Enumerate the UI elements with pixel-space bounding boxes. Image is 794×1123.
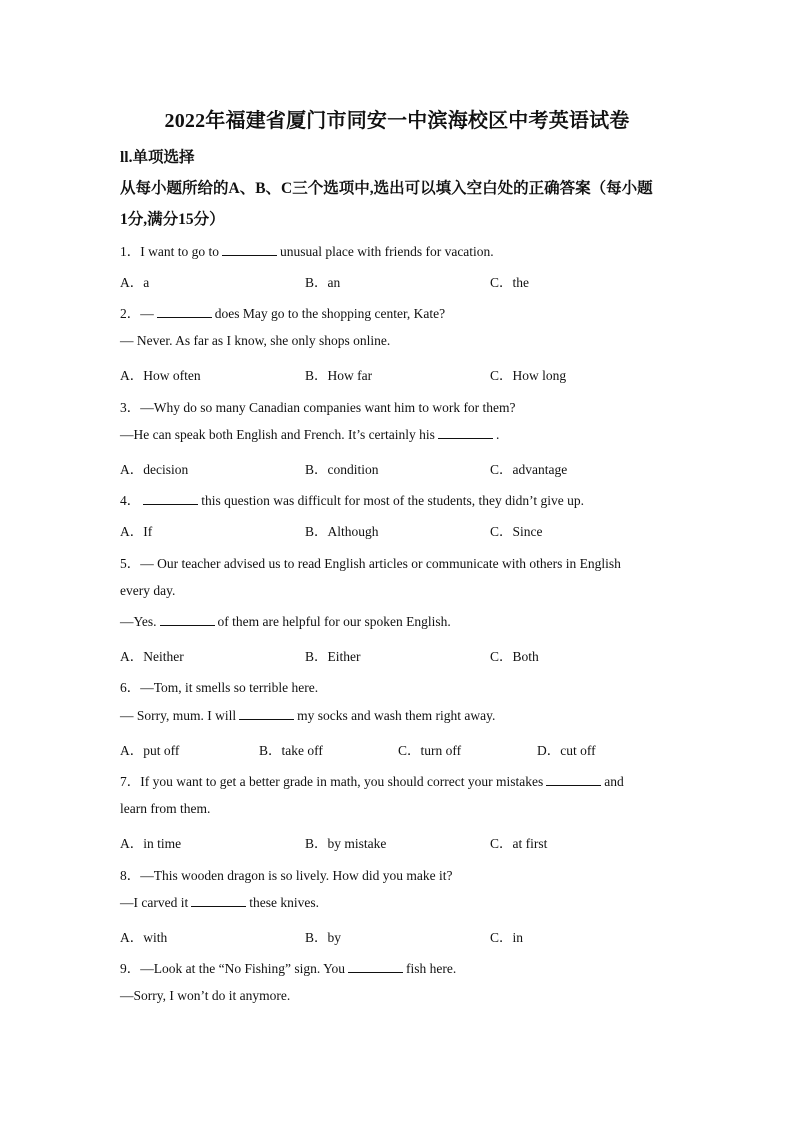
question-8-option-b: B．by: [305, 930, 342, 945]
question-4-line-1: [120, 489, 584, 509]
question-6-line-1: 6．—Tom, it smells so terrible here.: [120, 680, 319, 695]
section-instruction-line1: 从每小题所给的A、B、C三个选项中,选出可以填入空白处的正确答案（每小题: [120, 180, 653, 197]
question-3-line-1: 3．—Why do so many Canadian companies want him to work for them?: [120, 400, 516, 415]
section-heading: ll.单项选择: [120, 149, 195, 166]
answer-blank: [348, 961, 403, 973]
question-3-option-c: C．advantage: [490, 462, 568, 477]
answer-blank: [546, 774, 601, 786]
question-text: fish here.: [406, 961, 457, 976]
answer-blank: [191, 895, 246, 907]
question-5-option-b: B．Either: [305, 649, 361, 664]
question-text: —I carved it: [120, 895, 189, 910]
question-5-option-c: C．Both: [490, 649, 539, 664]
question-4-option-c: C．Since: [490, 524, 543, 539]
question-1-option-b: B．an: [305, 275, 341, 290]
question-3-option-a: A．decision: [120, 462, 189, 477]
question-1-line-1: [120, 240, 494, 260]
question-6-option-c: C．turn off: [398, 743, 462, 758]
question-text: does May go to the shopping center, Kate?: [214, 306, 446, 321]
question-2-line-1: [120, 302, 445, 322]
question-8-line-1: 8．—This wooden dragon is so lively. How did you make it?: [120, 868, 453, 883]
question-5-line-3: [120, 614, 451, 630]
question-text: —Yes.: [120, 614, 157, 629]
question-text: 2．—: [120, 306, 154, 321]
question-3-line-2: [120, 427, 499, 443]
question-7-option-b: B．by mistake: [305, 836, 387, 851]
question-2-line-2: — Never. As far as I know, she only shops online.: [120, 333, 391, 348]
question-5-line-2: every day.: [120, 583, 176, 598]
question-text: —He can speak both English and French. It’s certainly his: [120, 427, 435, 442]
question-5-line-1: 5．— Our teacher advised us to read English articles or communicate with others in English: [120, 556, 621, 571]
question-text: and: [604, 774, 624, 789]
answer-blank: [239, 708, 294, 720]
question-4-option-b: B．Although: [305, 524, 379, 539]
question-8-line-2: [120, 895, 319, 911]
question-text: of them are helpful for our spoken English.: [217, 614, 451, 629]
question-1-option-a: A．a: [120, 275, 150, 290]
question-6-option-a: A．put off: [120, 743, 180, 758]
question-6-line-2: [120, 708, 495, 724]
question-8-option-c: C．in: [490, 930, 524, 945]
question-6-option-d: D．cut off: [537, 743, 596, 758]
question-1-option-c: C．the: [490, 275, 529, 290]
question-4-option-a: A．If: [120, 524, 153, 539]
question-5-option-a: A．Neither: [120, 649, 184, 664]
question-text: this question was difficult for most of the students, they didn’t give up.: [201, 493, 584, 508]
answer-blank: [160, 614, 215, 626]
question-7-option-a: A．in time: [120, 836, 182, 851]
question-6-option-b: B．take off: [259, 743, 323, 758]
question-text: 4．: [120, 493, 141, 508]
question-2-option-c: C．How long: [490, 368, 567, 383]
section-instruction-line2: 1分,满分15分）: [120, 211, 225, 228]
question-3-option-b: B．condition: [305, 462, 379, 477]
question-text: unusual place with friends for vacation.: [280, 244, 494, 259]
question-8-option-a: A．with: [120, 930, 168, 945]
answer-blank: [143, 493, 198, 505]
answer-blank: [157, 306, 212, 318]
exam-title: 2022年福建省厦门市同安一中滨海校区中考英语试卷: [164, 110, 630, 132]
question-7-line-2: learn from them.: [120, 801, 211, 816]
question-text: 7．If you want to get a better grade in math, you should correct your mistakes: [120, 774, 544, 789]
question-text: my socks and wash them right away.: [297, 708, 496, 723]
question-2-option-b: B．How far: [305, 368, 373, 383]
question-text: .: [495, 427, 500, 442]
question-9-line-2: —Sorry, I won’t do it anymore.: [120, 988, 291, 1003]
question-text: 9．—Look at the “No Fishing” sign. You: [120, 961, 346, 976]
question-7-line-1: [120, 770, 624, 790]
question-text: — Sorry, mum. I will: [120, 708, 237, 723]
question-2-option-a: A．How often: [120, 368, 201, 383]
answer-blank: [438, 427, 493, 439]
question-text: 1．I want to go to: [120, 244, 219, 259]
question-text: these knives.: [249, 895, 319, 910]
question-7-option-c: C．at first: [490, 836, 548, 851]
answer-blank: [222, 244, 277, 256]
question-9-line-1: [120, 957, 456, 977]
